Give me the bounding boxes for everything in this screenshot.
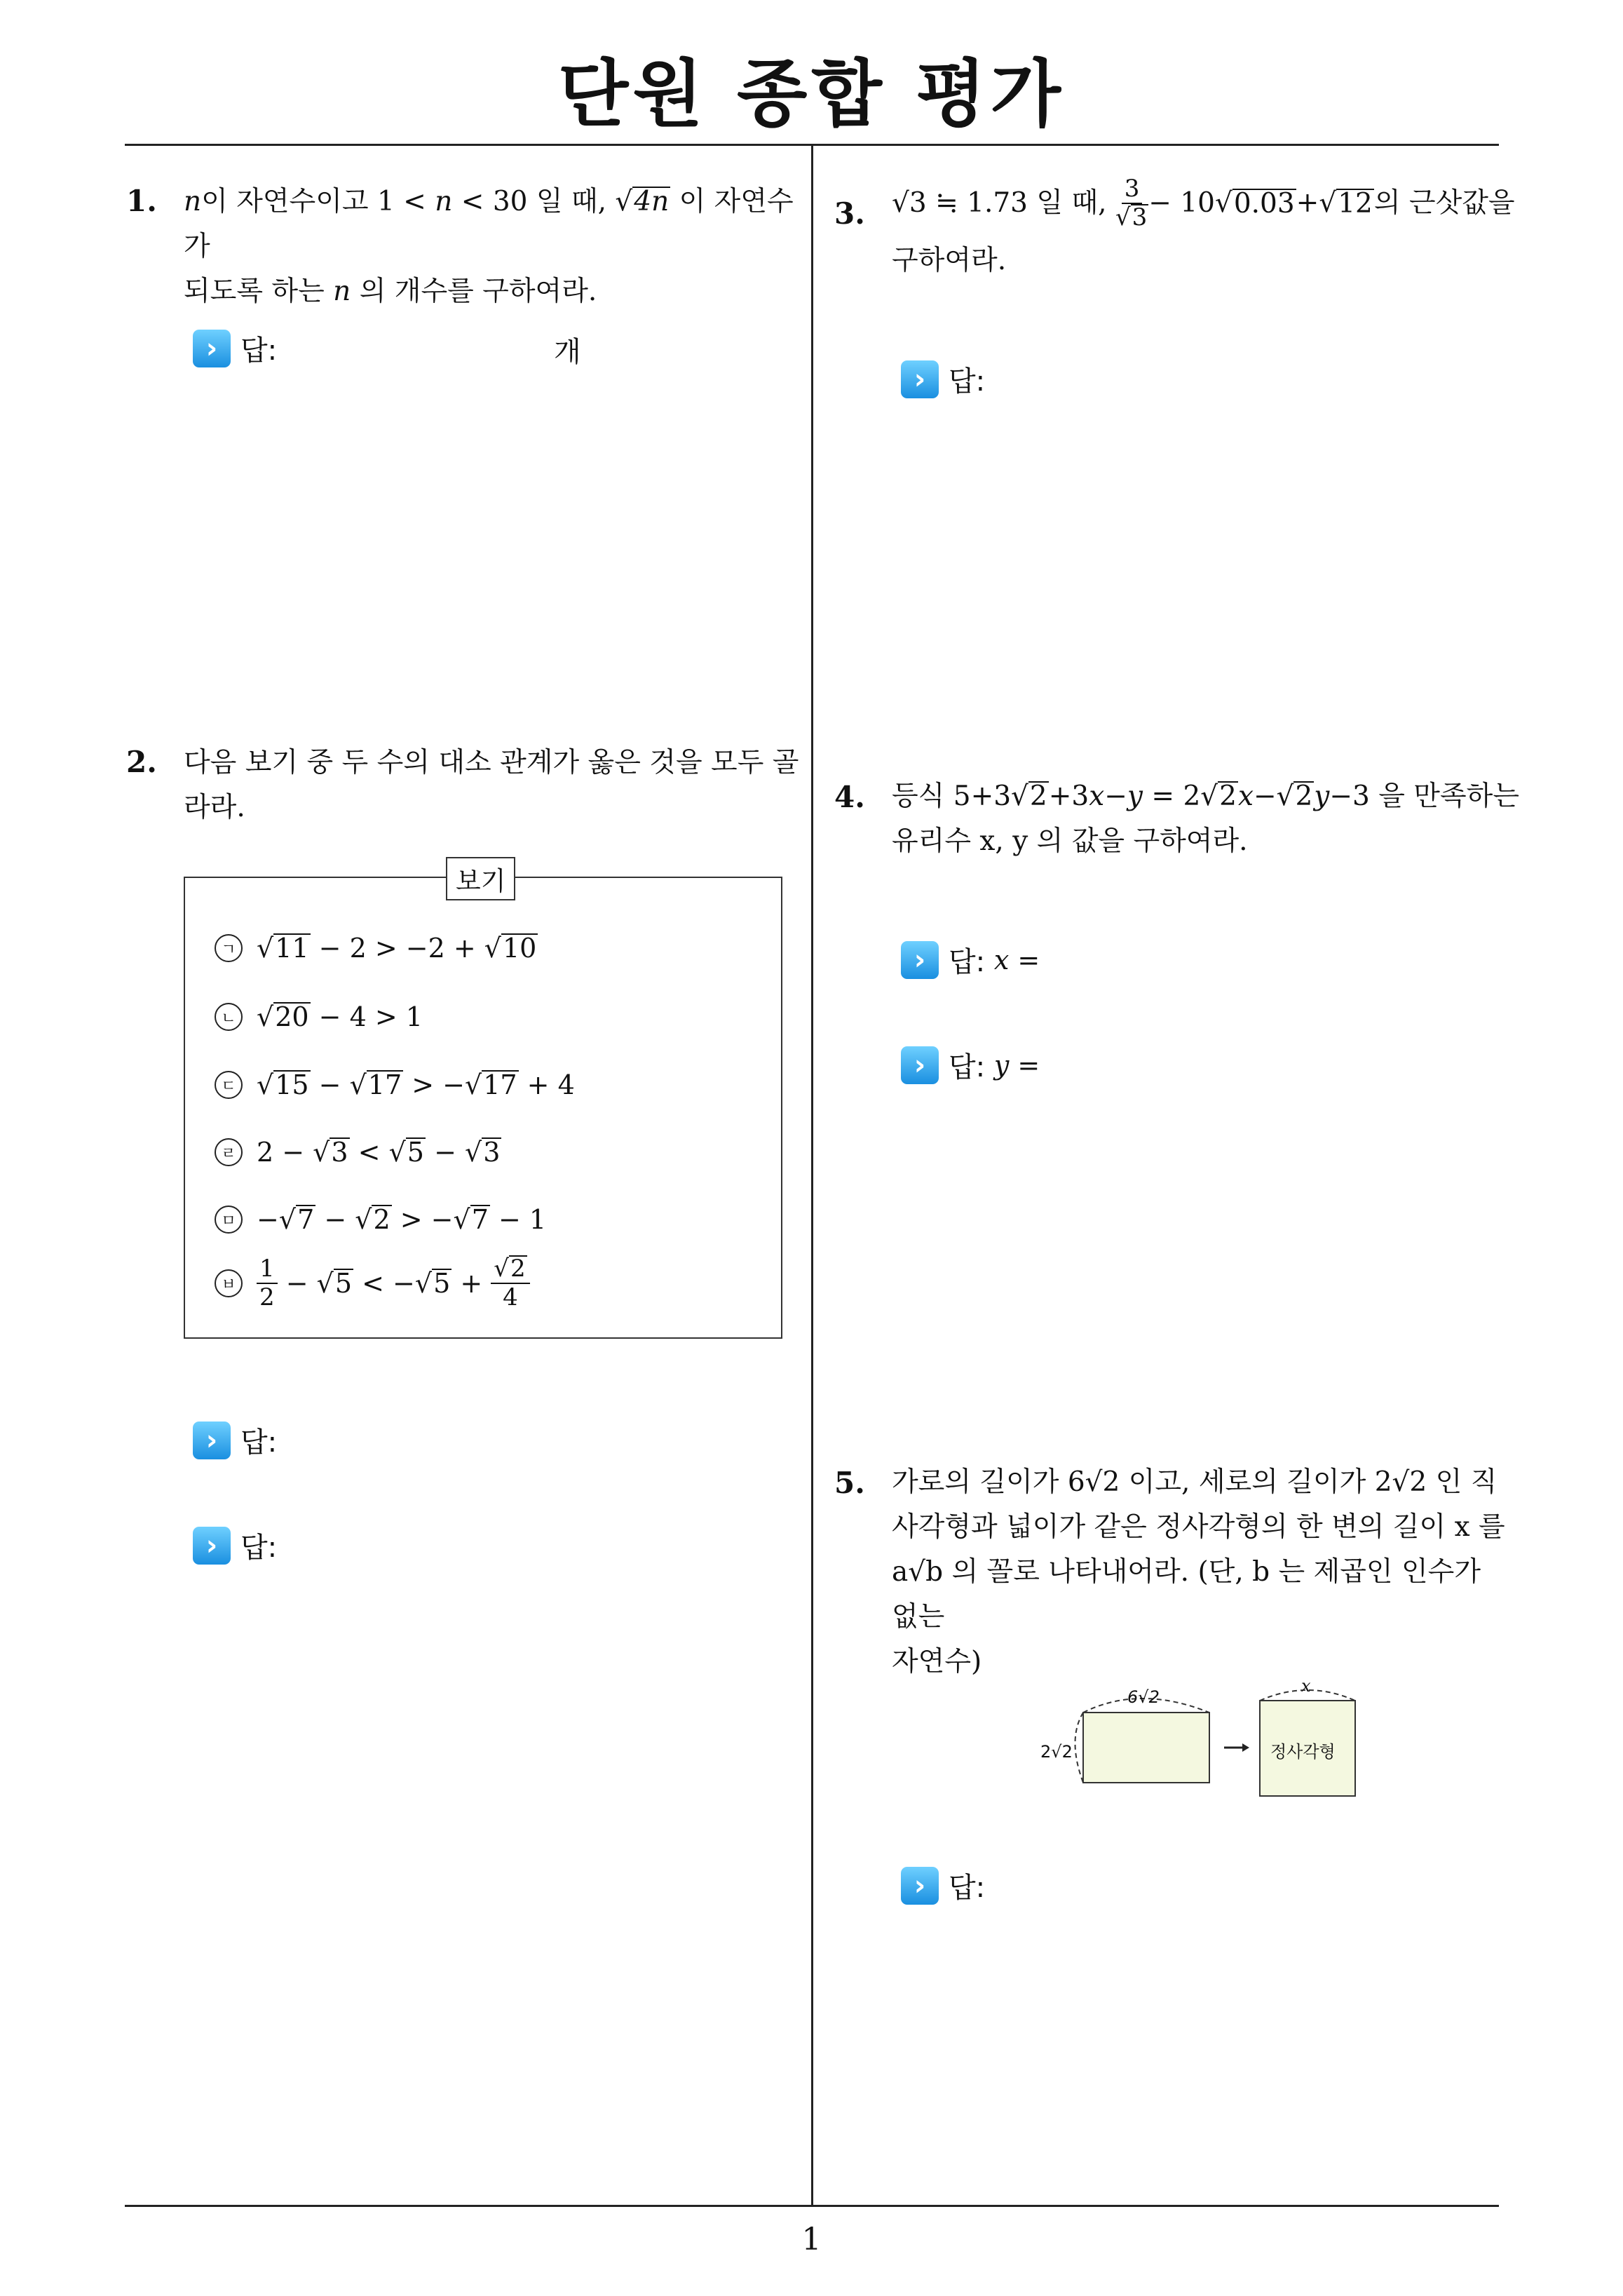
q5-text: 가로의 길이가 6√2 이고, 세로의 길이가 2√2 인 직 사각형과 넓이가 같은 정사각형의 한 변의 길이 x 를 a√b 의 꼴로 나타내어라. (단, b 는 제곱인 인수가 없는 자연수)	[892, 1466, 1505, 1677]
q4-answer-x[interactable]: › 답: x =	[901, 940, 1040, 980]
chevron-right-icon: ›	[901, 360, 939, 398]
bottom-rule	[125, 2205, 1499, 2207]
option-6[interactable]: ㅂ $\frac{1}{2}$ − √5 < −√5 + $\frac{√2}{4}$	[215, 1255, 530, 1311]
chevron-right-icon: ›	[193, 1527, 231, 1565]
option-2[interactable]: ㄴ √20 − 4 > 1	[215, 1001, 423, 1032]
option-5[interactable]: ㅁ −√7 − √2 > −√7 − 1	[215, 1204, 546, 1235]
q4-number: 4.	[834, 780, 865, 814]
circled-mark: ㄴ	[215, 1003, 243, 1031]
chevron-right-icon: ›	[901, 1867, 939, 1905]
bogi-label: 보기	[446, 857, 515, 900]
q4-answer-y[interactable]: › 답: y =	[901, 1045, 1040, 1085]
q2-number: 2.	[126, 745, 157, 779]
fig-width-label: 6√2	[1127, 1687, 1160, 1707]
q1-number: 1.	[126, 184, 157, 218]
q3-text: √ 3 ≒ 1.73 일 때, $\frac{3}{√3}$ − 10 √ 0.03 + √ 12 의 근삿값을 구하여라.	[892, 175, 1515, 277]
column-divider	[811, 145, 813, 2206]
option-1[interactable]: ㄱ √11 − 2 > −2 + √10	[215, 933, 538, 964]
chevron-right-icon: ›	[901, 941, 939, 979]
q3-answer[interactable]: › 답:	[901, 359, 985, 399]
circled-mark: ㅁ	[215, 1206, 243, 1234]
arrow-right-icon	[1242, 1743, 1249, 1752]
page-title: 단원 종합 평가	[557, 51, 1066, 137]
q3-number: 3.	[834, 196, 865, 231]
option-3[interactable]: ㄷ √15 − √17 > −√17 + 4	[215, 1069, 575, 1100]
q4-text: 등식 5+3√2+3x−y = 2√2x−√2y−3 을 만족하는 유리수 x, y 의 값을 구하여라.	[892, 781, 1520, 857]
circled-mark: ㄹ	[215, 1138, 243, 1166]
page-number: 1	[801, 2222, 822, 2257]
q2-text: 다음 보기 중 두 수의 대소 관계가 옳은 것을 모두 골 라라.	[184, 747, 799, 823]
circled-mark: ㄱ	[215, 934, 243, 962]
fig-height-label: 2√2	[1040, 1742, 1073, 1762]
fig-square-label: 정사각형	[1270, 1742, 1336, 1762]
q5-answer[interactable]: › 답:	[901, 1865, 985, 1905]
chevron-right-icon: ›	[193, 1422, 231, 1459]
circled-mark: ㅂ	[215, 1269, 243, 1297]
rectangle-shape	[1083, 1713, 1209, 1783]
option-4[interactable]: ㄹ 2 − √3 < √5 − √3	[215, 1137, 501, 1168]
q1-unit: 개	[554, 336, 581, 368]
q1-text: n이 자연수이고 1 < n < 30 일 때, √4n 이 자연수가 되도록 하는 n 의 개수를 구하여라.	[184, 186, 794, 307]
q2-answer-1[interactable]: › 답:	[193, 1420, 277, 1460]
q2-answer-2[interactable]: › 답:	[193, 1525, 277, 1565]
fig-side-label: x	[1301, 1676, 1311, 1696]
chevron-right-icon: ›	[193, 330, 231, 367]
circled-mark: ㄷ	[215, 1071, 243, 1099]
chevron-right-icon: ›	[901, 1046, 939, 1084]
q5-number: 5.	[834, 1466, 865, 1500]
q1-answer[interactable]: › 답:	[193, 328, 277, 368]
